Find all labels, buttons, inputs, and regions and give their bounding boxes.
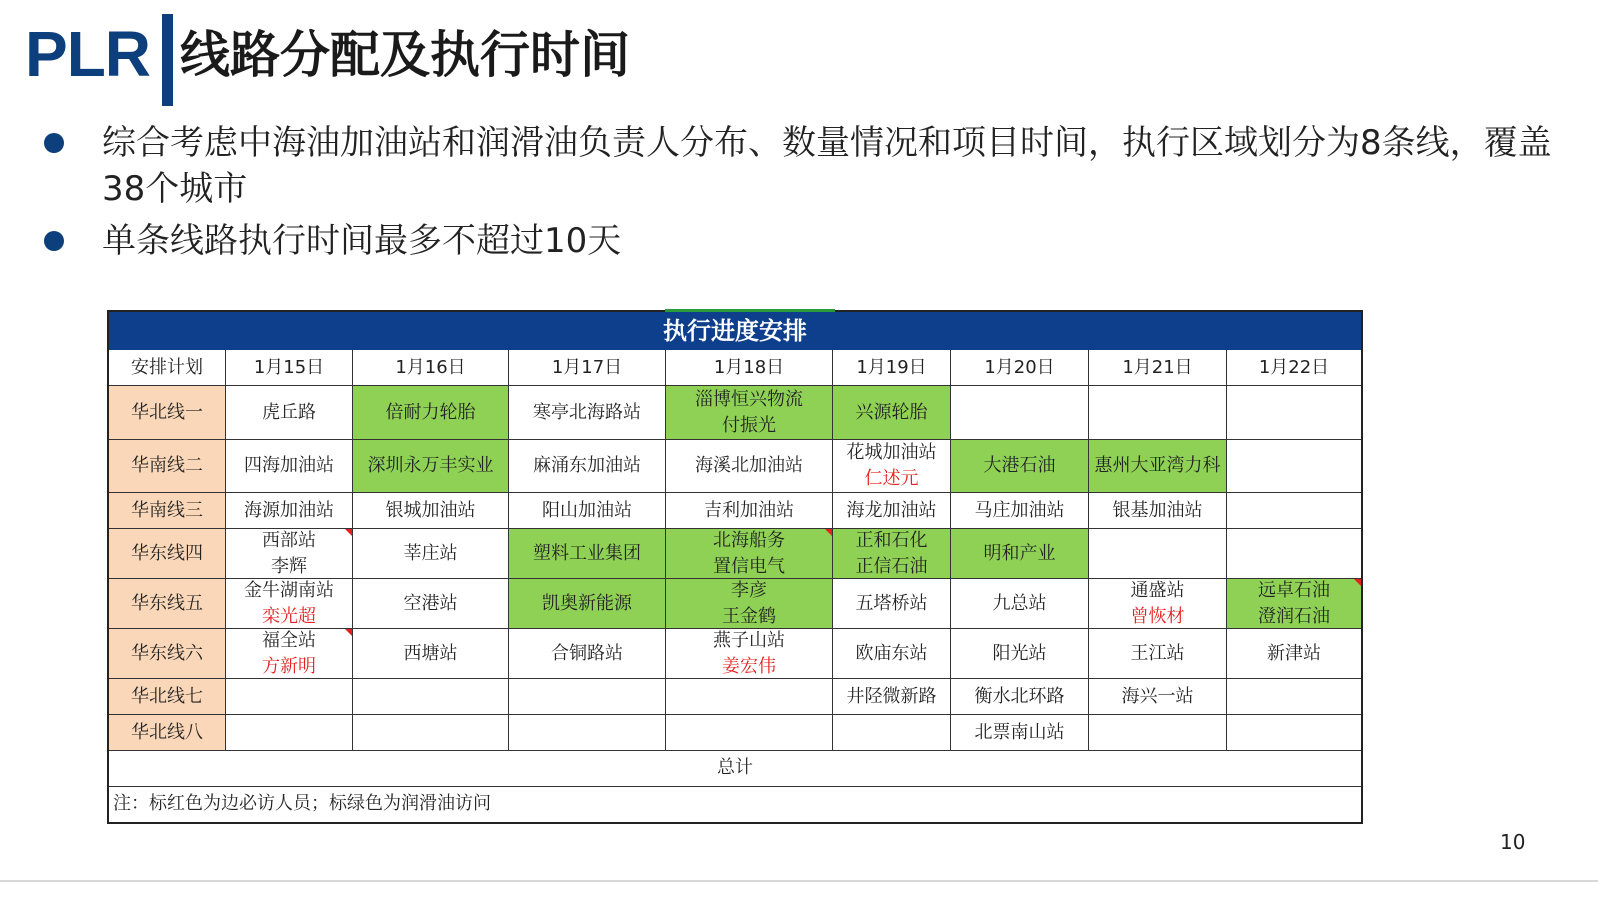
schedule-cell xyxy=(833,440,951,493)
visitor-name: 曾恢材 xyxy=(1130,605,1185,627)
schedule-cell xyxy=(666,629,833,679)
station-name: 王江站 xyxy=(1130,642,1185,664)
schedule-cell xyxy=(833,493,951,529)
station-name: 阳山加油站 xyxy=(542,499,632,521)
comment-flag-icon xyxy=(345,529,352,536)
visitor-name: 姜宏伟 xyxy=(722,655,776,677)
station-name: 九总站 xyxy=(992,592,1047,614)
schedule-cell xyxy=(226,440,353,493)
station-name: 燕子山站 xyxy=(713,629,785,651)
date-header xyxy=(1227,350,1361,386)
bullet-list xyxy=(40,120,1580,270)
station-name: 北海船务 xyxy=(713,529,785,551)
schedule-cell xyxy=(226,493,353,529)
bullet-text: 综合考虑中海油加油站和润滑油负责人分布、数量情况和项目时间，执行区域划分为8条线，覆盖38个城市 xyxy=(102,123,1552,209)
table-row xyxy=(109,679,1361,715)
route-name-cell xyxy=(109,679,226,715)
station-name: 金牛湖南站 xyxy=(244,579,334,601)
schedule-cell xyxy=(353,493,509,529)
station-name: 正和石化 xyxy=(855,529,928,551)
schedule-cell xyxy=(226,579,353,629)
station-name: 兴源轮胎 xyxy=(855,401,928,423)
schedule-cell xyxy=(666,529,833,579)
route-name: 华东线四 xyxy=(131,542,203,564)
note-row: 注：标红色为边必访人员；标绿色为润滑油访问 xyxy=(113,793,491,814)
schedule-cell xyxy=(226,715,353,751)
station-name: 虎丘路 xyxy=(262,401,316,423)
station-name: 西部站 xyxy=(262,529,316,551)
date-label: 1月18日 xyxy=(713,356,785,378)
schedule-cell xyxy=(1089,629,1227,679)
route-name-cell xyxy=(109,440,226,493)
date-header xyxy=(666,350,833,386)
schedule-cell xyxy=(951,440,1089,493)
schedule-cell xyxy=(1089,493,1227,529)
station-name: 银城加油站 xyxy=(385,499,476,521)
comment-flag-icon xyxy=(825,529,832,536)
station-name: 王金鹤 xyxy=(722,605,776,627)
schedule-cell xyxy=(1227,579,1361,629)
schedule-cell xyxy=(353,386,509,440)
schedule-cell xyxy=(1089,386,1227,440)
page-number: 10 xyxy=(1500,830,1526,854)
table-row xyxy=(109,529,1361,579)
schedule-cell xyxy=(833,679,951,715)
route-name-cell xyxy=(109,493,226,529)
station-name: 花城加油站 xyxy=(846,442,937,463)
station-name: 塑料工业集团 xyxy=(533,542,641,564)
schedule-cell xyxy=(666,493,833,529)
table-row xyxy=(109,440,1361,493)
route-name: 华南线三 xyxy=(131,499,203,521)
station-name: 明和产业 xyxy=(983,542,1056,564)
schedule-cell xyxy=(1089,440,1227,493)
station-name: 欧庙东站 xyxy=(855,642,928,664)
station-name: 马庄加油站 xyxy=(974,499,1065,521)
schedule-cell xyxy=(666,440,833,493)
table-row xyxy=(109,629,1361,679)
table-header-row xyxy=(109,350,1361,386)
station-name: 海龙加油站 xyxy=(846,499,937,521)
station-name: 澄润石油 xyxy=(1258,605,1330,627)
date-header xyxy=(833,350,951,386)
visitor-name: 栾光超 xyxy=(262,605,316,627)
date-label: 1月17日 xyxy=(551,356,623,378)
schedule-cell xyxy=(353,629,509,679)
corner-header xyxy=(109,350,226,386)
schedule-cell xyxy=(1227,679,1361,715)
schedule-cell xyxy=(666,679,833,715)
corner-label: 安排计划 xyxy=(131,356,203,378)
schedule-cell xyxy=(951,629,1089,679)
schedule-cell xyxy=(353,579,509,629)
station-name: 合铜路站 xyxy=(551,642,623,664)
date-label: 1月21日 xyxy=(1122,356,1193,378)
station-name: 海溪北加油站 xyxy=(695,455,803,476)
date-label: 1月15日 xyxy=(253,356,325,378)
bullet-item xyxy=(40,218,1580,264)
station-name: 井陉微新路 xyxy=(846,685,937,707)
schedule-cell xyxy=(833,715,951,751)
station-name: 空港站 xyxy=(403,592,458,614)
bullet-dot-icon xyxy=(44,231,64,251)
schedule-cell xyxy=(1227,386,1361,440)
table-row xyxy=(109,386,1361,440)
station-name: 寒亭北海路站 xyxy=(533,401,641,423)
visitor-name: 仁述元 xyxy=(864,468,919,489)
station-name: 五塔桥站 xyxy=(855,592,928,614)
route-name-cell xyxy=(109,629,226,679)
schedule-cell xyxy=(666,386,833,440)
station-name: 新津站 xyxy=(1267,642,1321,664)
station-name: 深圳永万丰实业 xyxy=(367,455,494,476)
date-label: 1月19日 xyxy=(856,356,927,378)
page-title: 线路分配及执行时间 xyxy=(180,26,630,84)
station-name: 远卓石油 xyxy=(1258,579,1330,601)
station-name: 淄博恒兴物流 xyxy=(695,388,803,410)
bullet-text: 单条线路执行时间最多不超过10天 xyxy=(102,221,622,261)
schedule-cell xyxy=(833,629,951,679)
station-name: 吉利加油站 xyxy=(704,499,794,521)
schedule-cell xyxy=(666,579,833,629)
date-header xyxy=(951,350,1089,386)
schedule-cell xyxy=(226,529,353,579)
schedule-cell xyxy=(666,715,833,751)
schedule-cell xyxy=(833,386,951,440)
schedule-cell xyxy=(833,529,951,579)
date-header xyxy=(226,350,353,386)
table-row xyxy=(109,715,1361,751)
schedule-cell xyxy=(509,493,666,529)
date-label: 1月20日 xyxy=(984,356,1055,378)
station-name: 四海加油站 xyxy=(244,455,334,476)
schedule-cell xyxy=(951,493,1089,529)
station-name: 置信电气 xyxy=(713,555,785,577)
route-name-cell xyxy=(109,579,226,629)
date-header xyxy=(353,350,509,386)
date-header xyxy=(1089,350,1227,386)
station-name: 倍耐力轮胎 xyxy=(385,401,476,423)
station-name: 海兴一站 xyxy=(1121,685,1194,707)
station-name: 李辉 xyxy=(271,555,307,577)
station-name: 惠州大亚湾力科 xyxy=(1094,455,1221,476)
route-name: 华南线二 xyxy=(131,455,203,476)
route-name-cell xyxy=(109,529,226,579)
date-label: 1月22日 xyxy=(1258,356,1330,378)
station-name: 福全站 xyxy=(262,629,316,651)
schedule-cell xyxy=(353,715,509,751)
schedule-cell xyxy=(353,679,509,715)
route-name: 华东线五 xyxy=(131,592,203,614)
visitor-name: 方新明 xyxy=(262,655,316,677)
schedule-cell xyxy=(1089,679,1227,715)
schedule-cell xyxy=(833,579,951,629)
schedule-cell xyxy=(1227,715,1361,751)
schedule-cell xyxy=(1089,579,1227,629)
schedule-cell xyxy=(226,386,353,440)
schedule-cell xyxy=(509,529,666,579)
schedule-cell xyxy=(509,629,666,679)
schedule-cell xyxy=(1227,529,1361,579)
comment-flag-icon xyxy=(1354,579,1361,586)
station-name: 莘庄站 xyxy=(403,542,458,564)
schedule-cell xyxy=(1227,629,1361,679)
station-name: 付振光 xyxy=(722,414,776,436)
schedule-cell xyxy=(353,440,509,493)
schedule-cell xyxy=(1089,529,1227,579)
bullet-item xyxy=(40,120,1580,212)
table-row xyxy=(109,493,1361,529)
schedule-table xyxy=(107,310,1363,824)
footer-divider xyxy=(0,880,1598,882)
schedule-cell xyxy=(951,715,1089,751)
title-divider xyxy=(162,14,173,106)
comment-flag-icon xyxy=(345,629,352,636)
route-name: 华东线六 xyxy=(131,642,203,664)
schedule-cell xyxy=(353,529,509,579)
route-name-cell xyxy=(109,386,226,440)
schedule-cell xyxy=(1227,493,1361,529)
station-name: 通盛站 xyxy=(1130,579,1185,601)
schedule-cell xyxy=(1227,440,1361,493)
date-label: 1月16日 xyxy=(395,356,466,378)
station-name: 北票南山站 xyxy=(974,721,1065,743)
station-name: 李彦 xyxy=(731,579,767,601)
schedule-cell xyxy=(509,386,666,440)
station-name: 麻涌东加油站 xyxy=(533,455,641,476)
schedule-cell xyxy=(226,629,353,679)
schedule-cell xyxy=(509,715,666,751)
plr-logo: PLR xyxy=(25,18,150,90)
schedule-cell xyxy=(951,679,1089,715)
station-name: 衡水北环路 xyxy=(974,685,1065,707)
station-name: 大港石油 xyxy=(983,455,1056,476)
schedule-cell xyxy=(951,579,1089,629)
schedule-cell xyxy=(951,386,1089,440)
route-name: 华北线八 xyxy=(131,721,203,743)
date-header xyxy=(509,350,666,386)
header-accent xyxy=(665,309,835,312)
route-name-cell xyxy=(109,715,226,751)
bullet-dot-icon xyxy=(44,133,64,153)
table-title xyxy=(109,312,1361,350)
route-name: 华北线一 xyxy=(131,401,203,423)
station-name: 银基加油站 xyxy=(1112,499,1203,521)
station-name: 正信石油 xyxy=(855,555,928,577)
route-name: 华北线七 xyxy=(131,685,203,707)
schedule-cell xyxy=(509,679,666,715)
station-name: 海源加油站 xyxy=(244,499,334,521)
schedule-cell xyxy=(509,579,666,629)
total-row: 总计 xyxy=(109,751,1361,787)
schedule-cell xyxy=(951,529,1089,579)
table-row xyxy=(109,579,1361,629)
table-title-text: 执行进度安排 xyxy=(663,317,807,345)
station-name: 西塘站 xyxy=(403,642,458,664)
schedule-cell xyxy=(509,440,666,493)
schedule-cell xyxy=(226,679,353,715)
schedule-cell xyxy=(1089,715,1227,751)
station-name: 阳光站 xyxy=(992,642,1047,664)
station-name: 凯奥新能源 xyxy=(542,592,632,614)
